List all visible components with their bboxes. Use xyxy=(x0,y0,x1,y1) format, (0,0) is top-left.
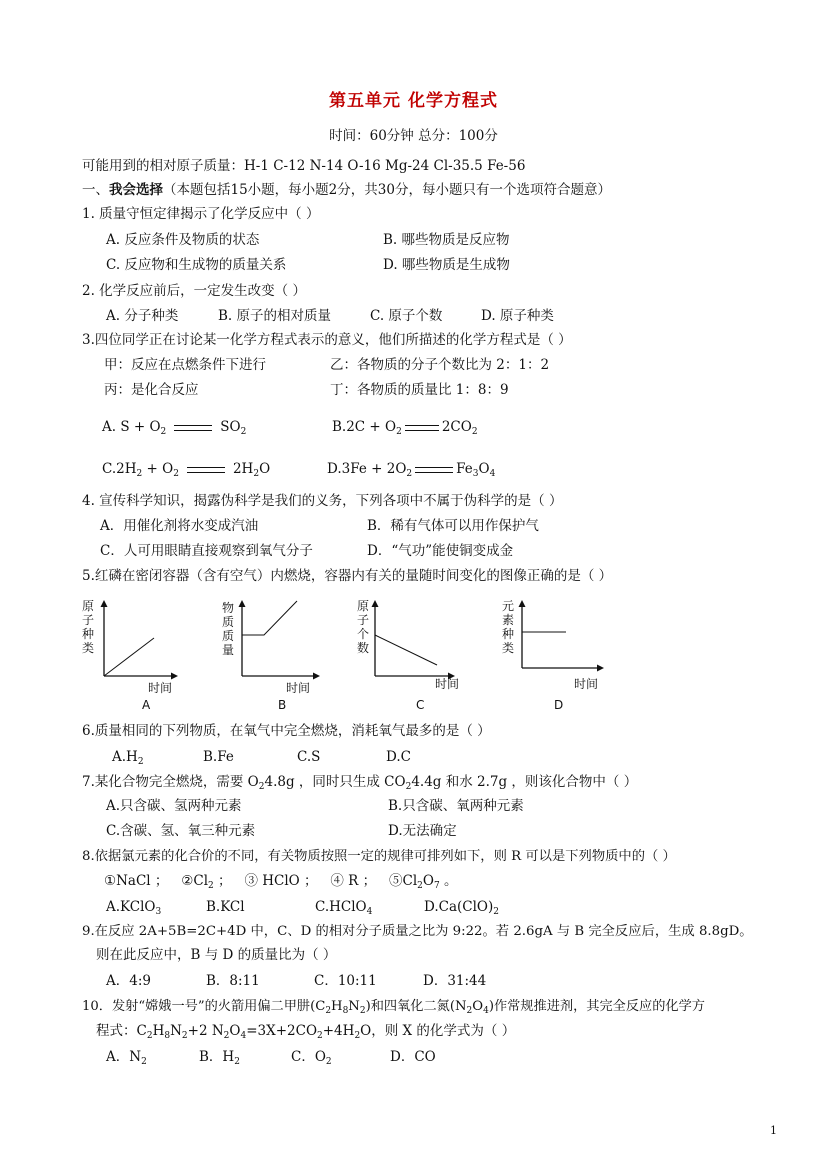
equation-sign xyxy=(174,425,212,431)
graph-c xyxy=(357,598,460,712)
graph-a-ylabel-4: 类 xyxy=(82,641,95,655)
q2-option-a[interactable]: A. 分子种类 xyxy=(106,308,179,324)
equation-sign xyxy=(187,467,225,473)
q10-option-b[interactable]: B．$H_2$ xyxy=(199,1049,240,1067)
graph-b-curve xyxy=(242,601,297,635)
page-number: 1 xyxy=(770,1124,777,1137)
graph-c-ylabel-4: 数 xyxy=(357,641,370,655)
q4-option-d[interactable]: D．“气功”能使铜变成金 xyxy=(367,543,514,559)
q3-statement-yi: 乙：各物质的分子个数比为 2：1：2 xyxy=(330,357,550,373)
q3-statement-bing: 丙：是化合反应 xyxy=(104,382,199,398)
q9-option-c[interactable]: C．10:11 xyxy=(314,973,377,989)
section-title: 我会选择 xyxy=(109,182,163,198)
graph-b-ylabel-2: 质 xyxy=(222,615,235,629)
graph-d-y-arrow xyxy=(519,600,526,607)
q4-option-b[interactable]: B．稀有气体可以用作保护气 xyxy=(367,518,539,534)
q3-statement-ding: 丁：各物质的质量比 1：8：9 xyxy=(330,382,509,398)
q1-option-b[interactable]: B. 哪些物质是反应物 xyxy=(383,232,510,248)
section-prefix: 一、 xyxy=(82,182,109,198)
q8-option-c[interactable]: C.HClO$_4$ xyxy=(315,899,373,917)
question-5-stem: 5.红磷在密闭容器（含有空气）内燃烧，容器内有关的量随时间变化的图像正确的是（ ） xyxy=(82,568,613,584)
q1-option-d[interactable]: D. 哪些物质是生成物 xyxy=(383,257,510,273)
q8-sequence: ①NaCl ； $②Cl_2$ ； ③ HClO ； ④ R ； $⑤Cl_2O_7$ 。 xyxy=(104,873,458,891)
graph-c-ylabel-2: 子 xyxy=(357,613,370,627)
question-1-stem: 1. 质量守恒定律揭示了化学反应中（ ） xyxy=(82,206,320,222)
q8-option-b[interactable]: B.KCl xyxy=(206,899,245,915)
q9-option-d[interactable]: D．31:44 xyxy=(423,973,487,989)
graph-a-ylabel-1: 原 xyxy=(82,599,95,613)
q6-option-b[interactable]: B.Fe xyxy=(203,749,234,765)
q2-option-d[interactable]: D. 原子种类 xyxy=(481,308,554,324)
question-8-stem: 8.依据氯元素的化合价的不同，有关物质按照一定的规律可排列如下，则 R 可以是下列物质中的（ ） xyxy=(82,849,676,864)
question-10-equation: 程式：$C_2H_8N_2+2$ $N_2O_4=3X+2CO_2+4H_2O$，则 X 的化学式为（ ） xyxy=(96,1023,516,1041)
graph-d-ylabel-3: 种 xyxy=(502,627,515,641)
graph-b-ylabel-3: 质 xyxy=(222,629,235,643)
graph-c-y-arrow xyxy=(372,600,379,607)
graph-d-xlabel: 时间 xyxy=(574,677,599,691)
q6-option-a[interactable]: $A.H_2$ xyxy=(112,749,144,767)
question-2-stem: 2. 化学反应前后，一定发生改变（ ） xyxy=(82,283,306,299)
graph-a-ylabel-3: 种 xyxy=(82,627,95,641)
q3-option-c[interactable]: $C.2H_2 + O_2$ $2H_2O$ xyxy=(102,461,271,479)
q3-option-b[interactable]: $B.2C + O_2$ $2CO_2$ xyxy=(332,419,478,437)
graph-a-option: A xyxy=(142,698,151,712)
equation-sign xyxy=(405,425,439,431)
section-heading xyxy=(82,184,611,198)
q3-statement-jia: 甲：反应在点燃条件下进行 xyxy=(104,357,266,373)
q8-option-d[interactable]: $D.Ca(ClO)_2$ xyxy=(424,899,499,917)
graph-b-y-arrow xyxy=(239,600,246,607)
graph-a-curve xyxy=(104,638,154,676)
q8-option-a[interactable]: A.KClO$_3$ xyxy=(106,899,162,917)
graph-a xyxy=(80,598,173,712)
graph-d xyxy=(500,598,600,710)
q1-option-a[interactable]: A. 反应条件及物质的状态 xyxy=(106,232,260,248)
section-desc: （本题包括15小题，每小题2分，共30分，每小题只有一个选项符合题意） xyxy=(163,182,611,198)
graph-b xyxy=(222,598,312,710)
graph-c-xlabel: 时间 xyxy=(435,677,460,691)
q3-option-a[interactable]: A. $S + O_2$ $SO_2$ xyxy=(102,419,247,437)
question-9-stem-2: 则在此反应中，B 与 D 的质量比为（ ） xyxy=(96,947,337,963)
q3-option-d[interactable]: $D.3Fe + 2O_2$ $Fe_3O_4$ xyxy=(327,461,496,479)
q2-option-b[interactable]: B. 原子的相对质量 xyxy=(218,308,332,324)
graph-b-xlabel: 时间 xyxy=(286,681,311,695)
question-9-stem: 9.在反应 2A+5B=2C+4D 中，C、D 的相对分子质量之比为 9:22。若 2.6gA 与 B 完全反应后，生成 8.8gD。 xyxy=(82,924,753,939)
exam-info: 时间：60分钟 总分：100分 xyxy=(329,128,498,144)
graph-a-x-arrow xyxy=(171,673,178,680)
q7-option-d[interactable]: D.无法确定 xyxy=(388,823,457,839)
graph-d-ylabel-4: 类 xyxy=(502,641,515,655)
q4-option-c[interactable]: C．人可用眼睛直接观察到氧气分子 xyxy=(100,543,313,559)
equation-sign xyxy=(415,467,453,473)
q4-option-a[interactable]: A．用催化剂将水变成汽油 xyxy=(100,518,259,534)
atomic-masses: 可能用到的相对原子质量：H-1 C-12 N-14 O-16 Mg-24 Cl-35.5 Fe-56 xyxy=(82,158,526,174)
q7-option-c[interactable]: C.含碳、氢、氧三种元素 xyxy=(106,823,256,839)
graph-a-ylabel-2: 子 xyxy=(82,613,95,627)
q7-option-b[interactable]: B.只含碳、氧两种元素 xyxy=(388,798,524,814)
q6-option-d[interactable]: D.C xyxy=(386,749,411,765)
page-title: 第五单元 化学方程式 xyxy=(329,91,498,111)
q9-option-a[interactable]: A．4:9 xyxy=(106,973,151,989)
graph-b-option: B xyxy=(278,698,287,712)
question-10-stem: 10．发射“嫦娥一号”的火箭用偏二甲肼$(C_2H_8N_2)$和四氧化二氮$(N_2O_4)$作常规推进剂，其完全反应的化学方 xyxy=(82,999,705,1016)
graph-a-y-arrow xyxy=(101,600,108,607)
graph-d-ylabel-2: 素 xyxy=(502,613,515,627)
question-6-stem: 6.质量相同的下列物质，在氧气中完全燃烧，消耗氧气最多的是（ ） xyxy=(82,723,491,739)
q9-option-b[interactable]: B．8:11 xyxy=(206,973,260,989)
q10-option-d[interactable]: D．CO xyxy=(390,1049,436,1065)
question-4-stem: 4. 宣传科学知识，揭露伪科学是我们的义务，下列各项中不属于伪科学的是（ ） xyxy=(82,493,563,509)
question-3-stem: 3.四位同学正在讨论某一化学方程式表示的意义，他们所描述的化学方程式是（ ） xyxy=(82,332,572,348)
q6-option-c[interactable]: C.S xyxy=(297,749,321,765)
graph-b-x-arrow xyxy=(313,673,320,680)
graph-a-xlabel: 时间 xyxy=(148,681,173,695)
graph-c-ylabel-3: 个 xyxy=(357,627,370,641)
graph-d-option: D xyxy=(554,698,564,712)
graph-c-option: C xyxy=(416,698,425,712)
graph-b-ylabel-1: 物 xyxy=(222,601,235,615)
q2-option-c[interactable]: C. 原子个数 xyxy=(370,308,443,324)
graph-d-ylabel-1: 元 xyxy=(502,599,515,613)
graph-c-ylabel-1: 原 xyxy=(357,599,370,613)
q7-option-a[interactable]: A.只含碳、氢两种元素 xyxy=(106,798,242,814)
graph-d-x-arrow xyxy=(597,665,604,672)
q10-option-a[interactable]: A．$N_2$ xyxy=(106,1049,147,1067)
question-7-stem: 7.某化合物完全燃烧，需要 $O_24.8g$ ，同时只生成 $CO_24.4g$ 和水 2.7g ，则该化合物中（ ） xyxy=(82,774,638,792)
graph-c-curve xyxy=(375,635,437,665)
graph-b-ylabel-4: 量 xyxy=(222,643,235,657)
q1-option-c[interactable]: C. 反应物和生成物的质量关系 xyxy=(106,257,287,273)
q10-option-c[interactable]: C．$O_2$ xyxy=(291,1049,332,1067)
